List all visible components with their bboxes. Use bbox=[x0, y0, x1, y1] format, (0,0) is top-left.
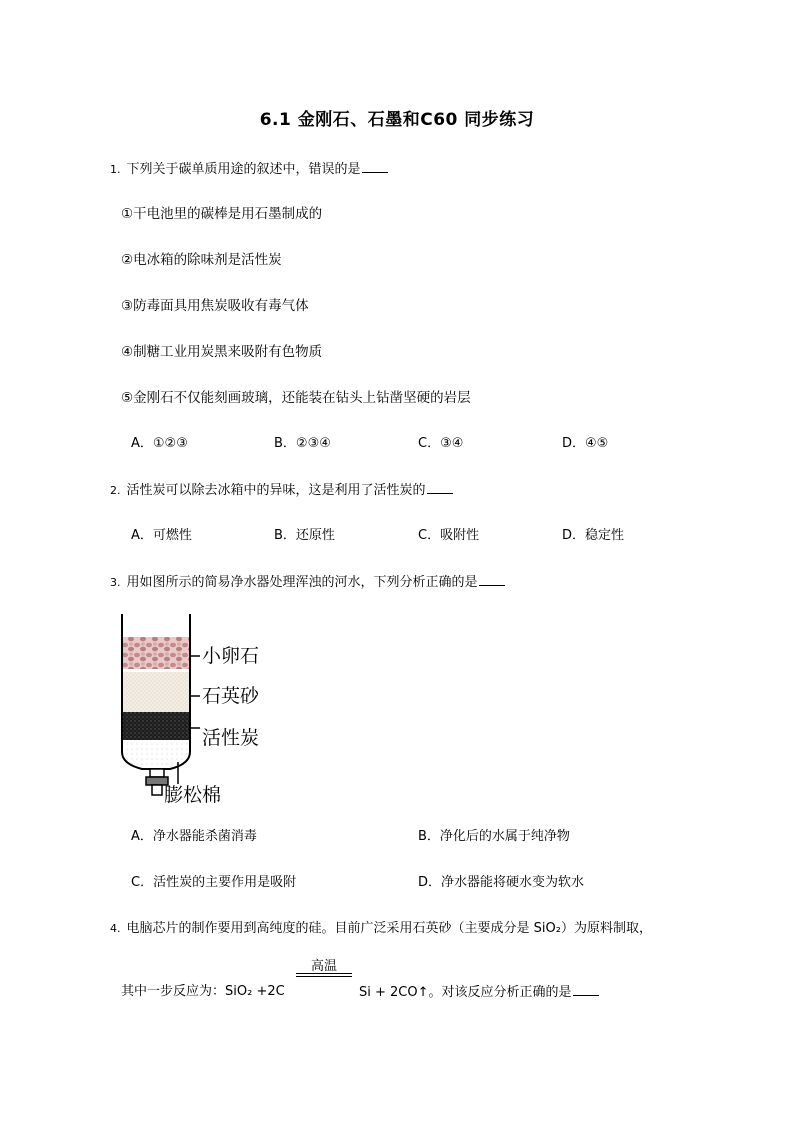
q1-item-5: ⑤金刚石不仅能刻画玻璃，还能装在钻头上钻凿坚硬的岩层 bbox=[121, 390, 471, 406]
question-stem: 用如图所示的简易净水器处理浑浊的河水，下列分析正确的是 bbox=[126, 575, 478, 590]
question-2 bbox=[110, 481, 453, 500]
nozzle-tip bbox=[152, 785, 162, 795]
reaction-condition: 高温 bbox=[310, 959, 337, 974]
q3-option-a[interactable]: A．净水器能杀菌消毒 bbox=[131, 829, 257, 844]
label-activated-carbon: 活性炭 bbox=[202, 727, 260, 749]
q1-option-a[interactable]: A．①②③ bbox=[131, 436, 188, 451]
q3-option-c[interactable]: C．活性炭的主要作用是吸附 bbox=[131, 875, 297, 890]
question-number: 4. bbox=[110, 922, 121, 935]
pebble-layer bbox=[122, 637, 190, 669]
q1-option-c[interactable]: C．③④ bbox=[418, 436, 464, 451]
q4-equation-suffix bbox=[359, 983, 599, 1002]
question-stem: 电脑芯片的制作要用到高纯度的硅。目前广泛采用石英砂（主要成分是 SiO₂）为原料制取， bbox=[126, 921, 652, 936]
equals-line-top bbox=[296, 973, 352, 974]
question-3 bbox=[110, 573, 505, 592]
answer-blank[interactable] bbox=[479, 573, 505, 586]
water-purifier-figure bbox=[110, 612, 280, 812]
carbon-layer bbox=[122, 712, 190, 740]
answer-blank[interactable] bbox=[362, 160, 388, 173]
page-title: 6.1 金刚石、石墨和C60 同步练习 bbox=[259, 110, 535, 130]
q1-item-1: ①干电池里的碳棒是用石墨制成的 bbox=[121, 206, 323, 222]
label-cotton: 膨松棉 bbox=[164, 784, 222, 806]
answer-blank[interactable] bbox=[573, 983, 599, 996]
question-number: 1. bbox=[110, 163, 121, 176]
q1-item-4: ④制糖工业用炭黑来吸附有色物质 bbox=[121, 344, 323, 360]
q2-option-c[interactable]: C．吸附性 bbox=[418, 528, 480, 543]
label-quartz-sand: 石英砂 bbox=[202, 685, 260, 707]
question-4 bbox=[110, 920, 652, 938]
question-number: 2. bbox=[110, 484, 121, 497]
q3-option-d[interactable]: D．净水器能将硬水变为软水 bbox=[418, 875, 585, 890]
q3-option-b[interactable]: B．净化后的水属于纯净物 bbox=[418, 829, 570, 844]
q4-equation-prefix: 其中一步反应为：SiO₂ +2C bbox=[121, 984, 285, 999]
question-stem: 活性炭可以除去冰箱中的异味，这是利用了活性炭的 bbox=[126, 483, 426, 498]
water-purifier-diagram bbox=[110, 612, 280, 812]
q1-option-b[interactable]: B．②③④ bbox=[274, 436, 331, 451]
answer-blank[interactable] bbox=[427, 481, 453, 494]
q2-option-d[interactable]: D．稳定性 bbox=[562, 528, 625, 543]
nozzle bbox=[150, 769, 164, 777]
q1-item-3: ③防毒面具用焦炭吸收有毒气体 bbox=[121, 298, 309, 314]
q4-equation-suffix-text: Si + 2CO↑。对该反应分析正确的是 bbox=[359, 985, 572, 1000]
question-1 bbox=[110, 160, 388, 179]
question-number: 3. bbox=[110, 576, 121, 589]
q1-item-2: ②电冰箱的除味剂是活性炭 bbox=[121, 252, 282, 268]
sand-layer bbox=[122, 672, 190, 712]
equals-line-bottom bbox=[296, 976, 352, 977]
q1-option-d[interactable]: D．④⑤ bbox=[562, 436, 609, 451]
label-pebbles: 小卵石 bbox=[202, 645, 260, 667]
q2-option-a[interactable]: A．可燃性 bbox=[131, 528, 192, 543]
question-stem: 下列关于碳单质用途的叙述中，错误的是 bbox=[126, 162, 361, 177]
q2-option-b[interactable]: B．还原性 bbox=[274, 528, 335, 543]
